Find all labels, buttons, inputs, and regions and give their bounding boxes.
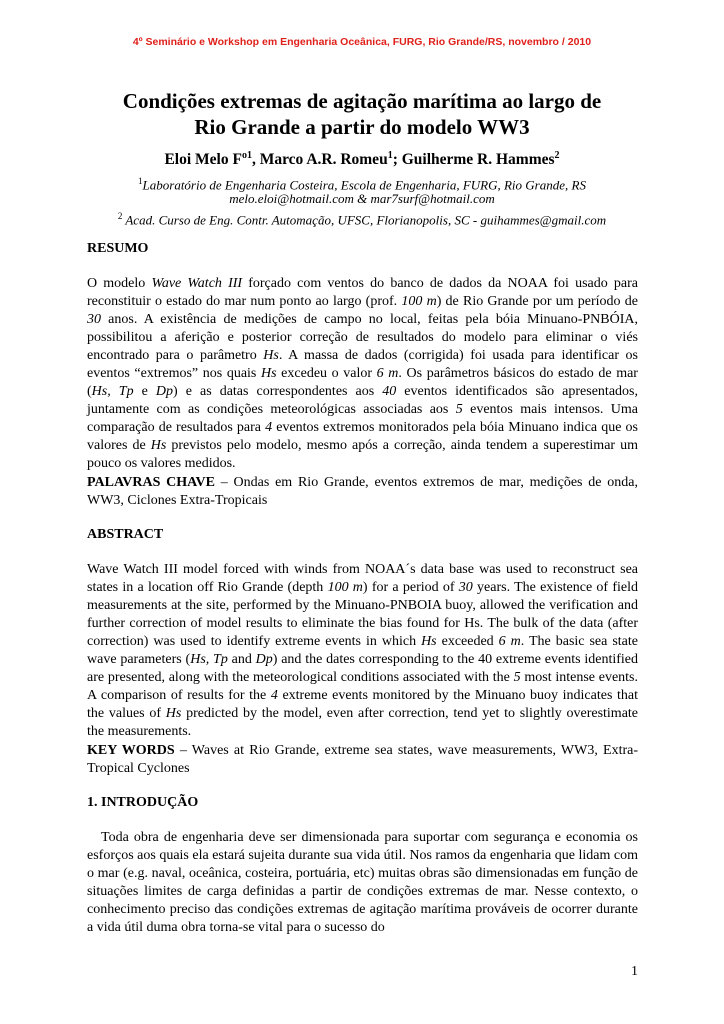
keywords-label: KEY WORDS <box>87 743 175 758</box>
author-3-sup: 2 <box>554 150 560 161</box>
intro-paragraph: Toda obra de engenharia deve ser dimensionada para suportar com segurança e economia os esforços aos quais ela estará sujeita durante sua vida útil. Nos ramos da engenharia que lidam com o mar (e.g. naval, oceânica, costeira, portuária, etc) muitas obras são dimensionadas em função de situações limites de carga definidas a partir de condições extremas de mar. Nesse contexto, o conhecimento preciso das condições extremas de agitação marítima prováveis de ocorrer durante a vida útil duma obra torna-se vital para o sucesso do <box>87 830 638 935</box>
key-words <box>87 742 638 778</box>
aff1-text: Laboratório de Engenharia Costeira, Escola de Engenharia, FURG, Rio Grande, RS <box>142 177 586 193</box>
page-number: 1 <box>631 964 638 979</box>
conference-header: 4º Seminário e Workshop em Engenharia Oceânica, FURG, Rio Grande/RS, novembro / 2010 <box>132 36 592 48</box>
aff2-text: Acad. Curso de Eng. Contr. Automação, UFSC, Florianopolis, SC - guihammes@gmail.com <box>122 212 607 228</box>
author-2: , Marco A.R. Romeu <box>251 151 388 169</box>
abstract-paragraph: Wave Watch III model forced with winds from NOAA´s data base was used to reconstruct sea states in a location off Rio Grande (depth 100 m) for a period of 30 years. The existence of field measurements at the site, performed by the Minuano-PNBOIA buoy, allowed the verification and further correction of model results to eliminate the bias found for Hs. The bulk of the data (after correction) was used to identify extreme events in which Hs exceeded 6 m. The basic sea state wave parameters (Hs, Tp and Dp) and the dates corresponding to the 40 extreme events identified are presented, along with the meteorological conditions associated with the 5 most intense events. A comparison of results for the 4 extreme events monitored by the Minuano buoy indicates that the values of Hs predicted by the model, even after correction, tend yet to slightly overestimate the measurements. <box>87 562 639 739</box>
keywords-text: – Waves at Rio Grande, extreme sea states, wave measurements, WW3, Extra-Tropical Cyclones <box>87 743 638 776</box>
author-1: Eloi Melo F <box>164 151 242 169</box>
author-2-sup: 1 <box>387 150 393 161</box>
title-line-2: Rio Grande a partir do modelo WW3 <box>194 115 530 139</box>
abstract-heading: ABSTRACT <box>87 527 164 542</box>
aff1-sup: 1 <box>138 176 143 186</box>
palavras-text: – Ondas em Rio Grande, eventos extremos de mar, medições de onda, WW3, Ciclones Extra-Tropicais <box>87 475 639 508</box>
affiliation-1-email: melo.eloi@hotmail.com & mar7surf@hotmail.com <box>229 191 495 206</box>
author-list <box>0 150 724 169</box>
affiliation-2 <box>0 207 724 229</box>
aff2-sup: 2 <box>117 211 123 221</box>
author-1-sup: o1 <box>241 150 252 161</box>
intro-heading: 1. INTRODUÇÃO <box>87 795 199 810</box>
title-line-1: Condições extremas de agitação marítima ao largo de <box>122 89 602 113</box>
paper-title <box>0 88 724 140</box>
resumo-heading: RESUMO <box>87 241 149 256</box>
palavras-label: PALAVRAS CHAVE <box>87 475 215 490</box>
author-3: ; Guilherme R. Hammes <box>392 151 555 169</box>
resumo-paragraph: O modelo Wave Watch III forçado com ventos do banco de dados da NOAA foi usado para reconstituir o estado do mar num ponto ao largo (prof. 100 m) de Rio Grande por um período de 30 anos. A existência de medições de campo no local, feitas pela bóia Minuano-PNBÓIA, possibilitou a aferição e posterior correção de resultados do modelo para eliminar o viés encontrado para o parâmetro Hs. A massa de dados (corrigida) foi usada para identificar os eventos “extremos” nos quais Hs excedeu o valor 6 m. Os parâmetros básicos do estado de mar (Hs, Tp e Dp) e as datas correspondentes aos 40 eventos identificados são apresentados, juntamente com as condições meteorológicas associadas aos 5 eventos mais intensos. Uma comparação de resultados para 4 eventos extremos monitorados pela bóia Minuano indica que os valores de Hs previstos pelo modelo, mesmo após a correção, ainda tendem a superestimar um pouco os valores medidos. <box>87 276 638 471</box>
palavras-chave <box>87 474 638 510</box>
